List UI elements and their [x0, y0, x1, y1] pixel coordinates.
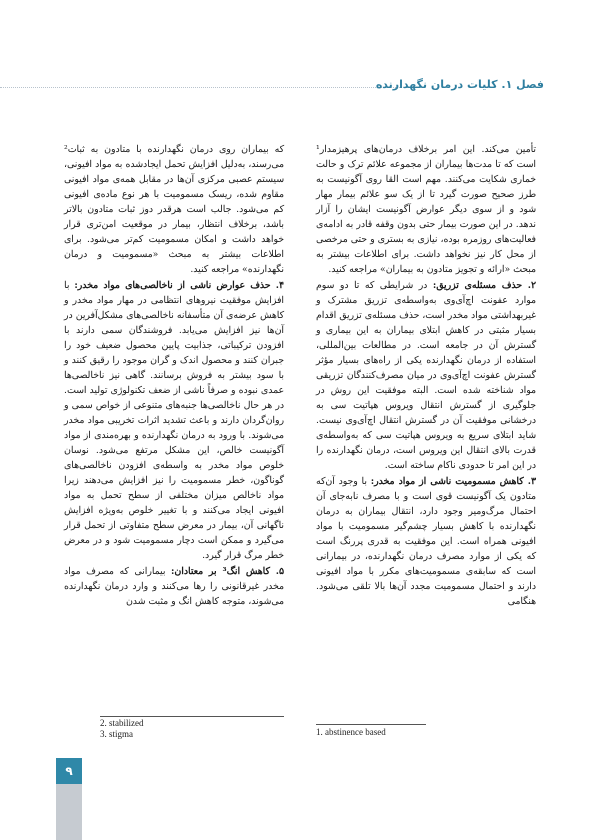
text-column-right — [316, 142, 536, 609]
paragraph — [64, 142, 284, 277]
section-heading: ۲. حذف مسئله‌ی تزریق: — [432, 280, 537, 291]
section-heading: ۵. کاهش انگ³ بر معتادان: — [171, 566, 285, 577]
paragraph-text: بیمارانی که مصرف مواد مخدر غیرقانونی را رها می‌کنند و وارد درمان نگهدارنده می‌شوند، متوجه کاهش انگ و مثبت شدن — [64, 566, 284, 607]
footnotes-left — [100, 718, 280, 740]
header-dotted-rule — [0, 87, 410, 88]
footnotes-right — [316, 727, 516, 738]
paragraph — [316, 474, 536, 609]
footnote: 1. abstinence based — [316, 727, 386, 737]
section-heading: ۳. کاهش مسمومیت ناشی از مواد مخدر: — [370, 476, 536, 487]
footnote-rule-right — [316, 724, 426, 725]
section-heading: ۴. حذف عوارض ناشی از ناخالصی‌های مواد مخدر: — [74, 280, 284, 291]
running-header — [0, 76, 600, 98]
paragraph-text: با وجود آن‌که متادون یک آگونیست قوی است و با مصرف نابه‌جای آن احتمال مرگ‌ومیر وجود دارد، انتقال بیماران به درمان نگهدارنده با کاهش بسیار چشم‌گیر مسمومیت با مواد افیونی همراه است. این موفقیت به قدری پررنگ است که یکی از موارد مصرف درمان نگهدارنده، در بیمارانی است که سابقه‌ی مسمومیت‌های مکرر با مواد افیونی دارند و احتمال مسمومیت مجدد آن‌ها بالا تلقی می‌شود. هنگامی — [316, 476, 536, 607]
paragraph — [316, 278, 536, 473]
paragraph-text: که بیماران روی درمان نگهدارنده با متادون به ثبات² می‌رسند، به‌دلیل افزایش تحمل ایجادشده به مواد افیونی، سیستم عصبی مرکزی آن‌ها در مقابل همه‌ی مواد افیونی مقاوم شده، ریسک مسمومیت با هر نوع ماده‌ی افیونی کم می‌شود. جالب است هرقدر دوز ثبات متادون بالاتر باشد، برخلاف انتظار، بیمار در موقعیت امن‌تری قرار خواهد داشت و امکان مسمومیت کم‌تر می‌شود. برای اطلاعات بیشتر به مبحث «مسمومیت و درمان نگهدارنده» مراجعه کنید. — [64, 144, 284, 275]
chapter-title: فصل ۱. کلیات درمان نگهدارنده — [375, 78, 544, 91]
paragraph-text: در شرایطی که تا دو سوم موارد عفونت اچ‌آی‌وی به‌واسطه‌ی تزریق مشترک و غیربهداشتی مواد مخدر است، حذف مسئله‌ی تزریق اقدام بسیار مثبتی در کاهش ابتلای بیماران به این بیماری و گسترش آن در جامعه است. در مطالعات بین‌المللی، استفاده از درمان نگهدارنده یکی از راه‌های بسیار مؤثر گسترش عفونت اچ‌آی‌وی در میان مصرف‌کنندگان تزریقی مواد شناخته شده است. البته موفقیت این روش در جلوگیری از گسترش انتقال ویروس هپاتیت سی به درخشانی موفقیت آن در گسترش انتقال اچ‌آی‌وی نیست. شاید ابتلای سریع به ویروس هپاتیت سی که به‌واسطه‌ی قدرت بالای انتقال این ویروس است، درمان نگهدارنده را در این امر تا حدودی ناکام ساخته است. — [316, 280, 536, 471]
paragraph-text: با افزایش موفقیت نیروهای انتظامی در مهار مواد مخدر و کاهش عرضه‌ی آن متأسفانه ناخالصی‌های مشکل‌آفرین در آن‌ها نیز افزایش می‌یابد. فروشندگان سمی دارند با افزودن ترکیباتی، جذابیت پایین محصول ضعیف خود را جبران کنند و محصول اندک و گران موجود را رقیق کنند و با سود بیشتر به فروش برسانند. گاهی نیز ناخالصی‌ها عمدی نبوده و صرفاً ناشی از ضعف تکنولوژی تولید است. در هر حال ناخالصی‌ها جنبه‌های متنوعی از خواص سمی و روان‌گردان دارند و باعث تشدید اثرات تخریبی مواد مخدر می‌شوند. با ورود به درمان نگهدارنده و بهره‌مندی از مواد آگونیست خالص، این مشکل مرتفع می‌شود. نوسان خلوص مواد مخدر به واسطه‌ی افزودن ناخالصی‌های گوناگون، خطر مسمومیت را نیز افزایش می‌دهند زیرا مواد ناخالص میزان مختلفی از سطح تحمل به مواد افیونی ایجاد می‌کنند و با تغییر خلوص به‌ویژه افزایش ناگهانی آن، بیمار در معرض سطح متفاوتی از تحمل قرار می‌گیرد و ممکن است دچار مسمومیت شود و در معرض خطر مرگ قرار گیرد. — [64, 280, 284, 561]
paragraph — [64, 278, 284, 563]
text-column-left — [64, 142, 284, 609]
footnote: 2. stabilized — [100, 718, 144, 728]
paragraph — [316, 142, 536, 277]
footnote: 3. stigma — [100, 729, 133, 739]
footnote-rule-left — [100, 716, 284, 717]
paragraph — [64, 564, 284, 609]
paragraph-text: تأمین می‌کند. این امر برخلاف درمان‌های پرهیزمدار¹ است که تا مدت‌ها بیماران از مجموعه علائم ترک و حالت خماری شکایت می‌کنند. مهم است القا روی آگونیست به طرز صحیح صورت گیرد تا از یک سو علائم بیمار مهار شود و از سوی دیگر عوارض آگونیست ایشان را آزار ندهد. در این صورت بیمار حتی بدون وقفه قادر به ادامه‌ی فعالیت‌های روزمره بوده، نیازی به بستری و حتی مرخصی از محل کار نیز نخواهد داشت. برای اطلاعات بیشتر به مبحث «ارائه و تجویز متادون به بیماران» مراجعه کنید. — [316, 144, 536, 275]
page-number: ۹ — [56, 758, 82, 784]
